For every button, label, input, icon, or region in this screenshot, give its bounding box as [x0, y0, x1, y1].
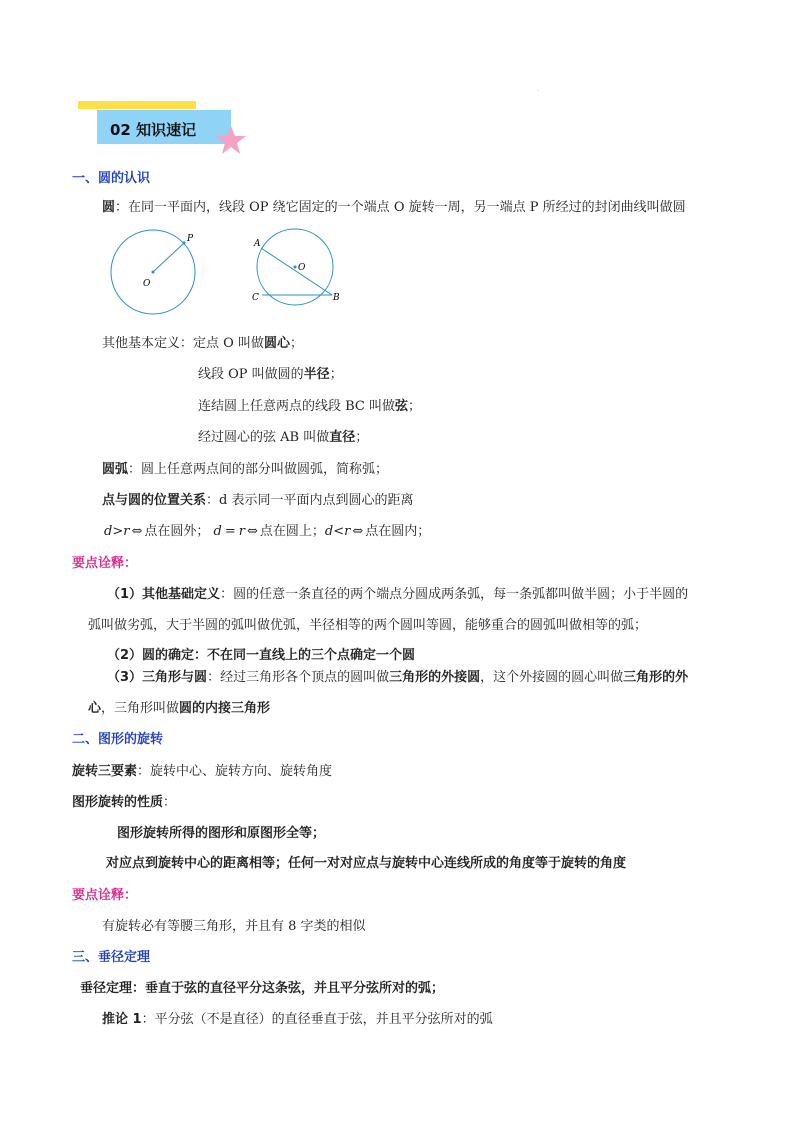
- term-inscribed-triangle: 圆的内接三角形: [179, 701, 271, 716]
- note-rotation: 有旋转必有等腰三角形，并且有 8 字类的相似: [102, 919, 366, 934]
- note-1-num: （1）: [107, 587, 143, 602]
- heading-rotation: 二、图形的旋转: [72, 732, 164, 747]
- corollary-1-text: ：平分弦（不是直径）的直径垂直于弦，并且平分弦所对的弧: [141, 1012, 493, 1027]
- perpendicular-diameter-theorem: 垂径定理：垂直于弦的直径平分这条弦，并且平分弦所对的弧；: [80, 981, 445, 996]
- semicolon: ；: [355, 430, 369, 445]
- circle-chord-figure: [248, 226, 348, 310]
- sym-iff: ⇔: [352, 524, 364, 539]
- heading-circle: 一、圆的认识: [72, 171, 151, 186]
- note-3: [107, 666, 688, 685]
- position-label: 点与圆的位置关系: [102, 493, 207, 508]
- note-1-text: ：圆的任意一条直径的两个端点分圆成两条弧，每一条弧都叫做半圆；小于半圆的: [220, 587, 689, 602]
- term-circumcenter-end: 心: [88, 701, 102, 716]
- arc-text: ：圆上任意两点间的部分叫做圆弧，简称弧；: [128, 462, 389, 477]
- sym-lt: <: [333, 524, 345, 539]
- heading-key-notes: 要点诠释：: [72, 556, 138, 571]
- sym-d: d: [104, 524, 113, 539]
- sym-d: d: [324, 524, 334, 539]
- label-o: O: [143, 279, 151, 289]
- note-3-line2: [88, 697, 270, 716]
- position-formula: [104, 520, 430, 539]
- sym-iff: ⇔: [246, 524, 258, 539]
- stray-dot: .: [537, 86, 539, 93]
- sym-eq: =: [224, 524, 236, 539]
- term-diameter: 直径: [329, 430, 356, 445]
- rotation-property-2: 对应点到旋转中心的距离相等；任何一对对应点与旋转中心连线所成的角度等于旋转的角度: [106, 856, 627, 871]
- note-2: （2）圆的确定：不在同一直线上的三个点确定一个圆: [107, 648, 416, 663]
- note-3-line2-text: ，三角形叫做: [101, 701, 180, 716]
- sym-iff: ⇔: [131, 524, 143, 539]
- definition-chord: [198, 395, 421, 414]
- circle-radius-figure: [105, 224, 205, 324]
- text-inside: 点在圆内；: [365, 524, 431, 539]
- heading-perpendicular-diameter: 三、垂径定理: [72, 950, 151, 965]
- circle-def-label: 圆: [102, 200, 116, 215]
- position-relation: [102, 489, 413, 508]
- sym-r: r: [238, 524, 245, 539]
- text-on: 点在圆上；: [259, 524, 325, 539]
- semicolon: ；: [408, 399, 422, 414]
- sym-d: d: [213, 524, 222, 539]
- other-label: 其他基本定义：定点 O 叫做: [102, 336, 264, 351]
- definition-radius: [198, 363, 343, 382]
- label-c: C: [252, 293, 259, 303]
- rotation-property-1: 图形旋转所得的图形和原图形全等；: [117, 826, 326, 841]
- term-center: 圆心: [263, 336, 290, 351]
- corollary-1-label: 推论 1: [102, 1012, 142, 1027]
- note-1: [107, 583, 688, 602]
- term-radius: 半径: [303, 367, 330, 382]
- heading-key-notes-2: 要点诠释：: [72, 888, 138, 903]
- definition-diameter: [198, 426, 368, 445]
- circle-definition: [102, 196, 686, 215]
- rotation-elements-label: 旋转三要素: [72, 764, 138, 779]
- radius-text: 线段 OP 叫做圆的: [198, 367, 304, 382]
- definition-center: [102, 332, 303, 351]
- position-text: ：d 表示同一平面内点到圆心的距离: [206, 493, 414, 508]
- text-outside: 点在圆外；: [144, 524, 210, 539]
- rotation-properties-label: 图形旋转的性质: [72, 795, 164, 810]
- rotation-elements-text: ：旋转中心、旋转方向、旋转角度: [137, 764, 333, 779]
- chord-text: 连结圆上任意两点的线段 BC 叫做: [198, 399, 396, 414]
- sym-r: r: [123, 524, 130, 539]
- semicolon: ；: [289, 336, 303, 351]
- sym-gt: >: [112, 524, 124, 539]
- sym-r: r: [344, 524, 351, 539]
- label-a: A: [254, 239, 261, 249]
- note-3-num: （3）: [107, 670, 143, 685]
- rotation-elements: [72, 760, 332, 779]
- label-p: P: [187, 234, 194, 244]
- note-3-text-b: ，这个外接圆的圆心叫做: [480, 670, 624, 685]
- term-chord: 弦: [395, 399, 409, 414]
- rotation-properties: [72, 791, 176, 810]
- arc-definition: [102, 458, 388, 477]
- colon: ：: [163, 795, 177, 810]
- note-3-label: 三角形与圆: [142, 670, 208, 685]
- note-1-line2: 弧叫做劣弧，大于半圆的弧叫做优弧，半径相等的两个圆叫等圆，能够重合的圆弧叫做相等的弧；: [88, 618, 648, 633]
- term-circumcenter: 三角形的外: [623, 670, 689, 685]
- corollary-1: [102, 1008, 493, 1027]
- note-1-label: 其他基础定义: [142, 587, 221, 602]
- section-banner-title: 02 知识速记: [110, 121, 197, 139]
- note-3-text: ：经过三角形各个顶点的圆叫做: [207, 670, 390, 685]
- banner-accent: [78, 101, 196, 109]
- label-b: B: [333, 293, 340, 303]
- diameter-text: 经过圆心的弦 AB 叫做: [198, 430, 330, 445]
- semicolon: ；: [329, 367, 343, 382]
- label-o2: O: [298, 263, 306, 273]
- term-circumcircle: 三角形的外接圆: [389, 670, 481, 685]
- circle-def-text: ：在同一平面内，线段 OP 绕它固定的一个端点 O 旋转一周，另一端点 P 所经过的封闭曲线叫做圆: [115, 200, 686, 215]
- arc-label: 圆弧: [102, 462, 129, 477]
- star-icon: [215, 124, 247, 156]
